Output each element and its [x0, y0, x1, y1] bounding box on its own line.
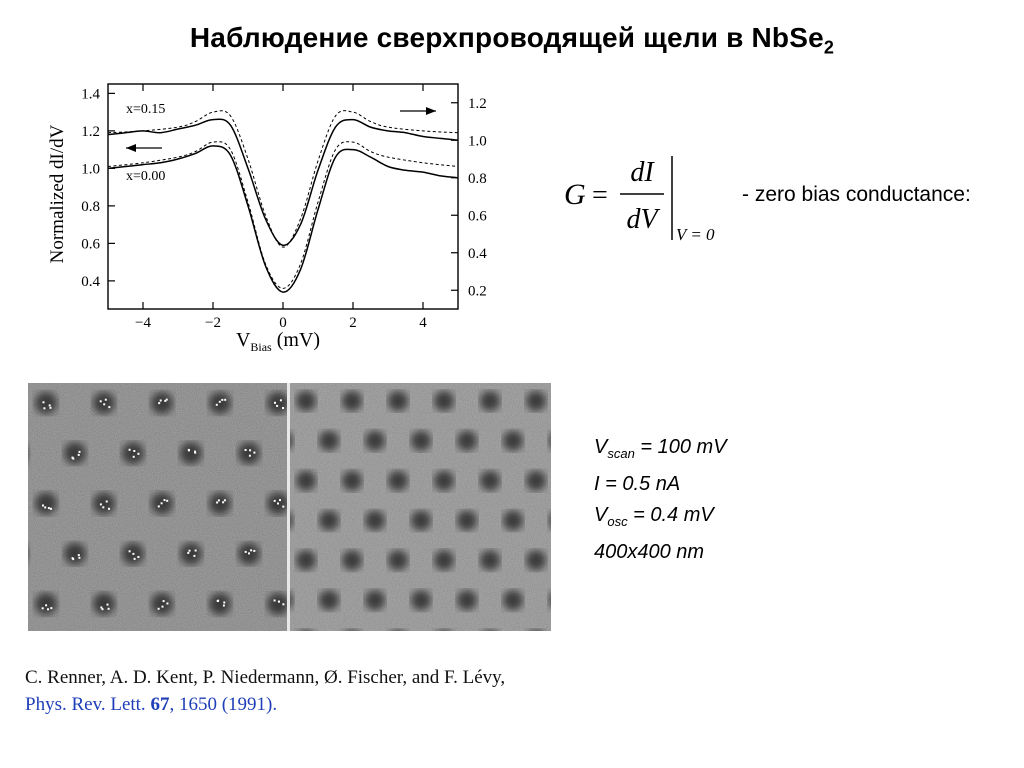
x-axis-label [236, 329, 320, 354]
stm-image-left [28, 383, 287, 631]
param-scan-size-value: 400x400 nm [594, 541, 705, 563]
formula-lhs: G [564, 178, 586, 211]
vortex-core [209, 493, 231, 515]
vortex-speck [282, 407, 284, 409]
vortex-speck [221, 399, 223, 401]
vortex-speck [103, 403, 105, 405]
plot-border [108, 84, 458, 309]
vortex-speck [216, 404, 218, 406]
vortex-core [388, 550, 408, 570]
vortex-core [64, 543, 86, 565]
vortex-speck [224, 499, 226, 501]
vortex-speck [48, 507, 50, 509]
vortex-speck [164, 499, 166, 501]
annotation-x000: x=0.00 [126, 169, 166, 184]
vortex-speck [218, 499, 220, 501]
vortex-speck [223, 605, 225, 607]
x-tick-label: 2 [349, 315, 357, 331]
vortex-core [480, 550, 500, 570]
vortex-core [296, 391, 316, 411]
vortex-speck [108, 508, 110, 510]
vortex-core [238, 442, 260, 464]
vortex-core [180, 543, 202, 565]
vortex-speck [195, 550, 197, 552]
vortex-core [93, 392, 115, 414]
vortex-core [365, 511, 385, 531]
vortex-speck [78, 454, 80, 456]
y-left-tick-label: 0.4 [81, 273, 100, 290]
vortex-speck [163, 600, 165, 602]
vortex-core [296, 550, 316, 570]
vortex-core [209, 392, 231, 414]
vortex-speck [134, 558, 136, 560]
vortex-speck [50, 508, 52, 510]
vortex-core [209, 593, 231, 615]
vortex-speck [100, 503, 102, 505]
y-right-tick-label: 0.8 [468, 170, 487, 187]
vortex-core [151, 392, 173, 414]
vortex-speck [223, 602, 225, 604]
vortex-core [319, 511, 339, 531]
y-left-tick-label: 1.2 [81, 123, 100, 140]
vortex-core [35, 593, 57, 615]
vortex-speck [249, 455, 251, 457]
reference-pages: , 1650 (1991). [169, 694, 278, 715]
y-left-tick-label: 0.6 [81, 236, 100, 253]
y-left-tick-label: 1.4 [81, 86, 100, 103]
vortex-core [342, 550, 362, 570]
vortex-core [411, 431, 431, 451]
y-right-tick-label: 1.0 [468, 133, 487, 150]
formula-equals: = [592, 180, 608, 211]
x-tick-label: −2 [205, 315, 221, 331]
vortex-speck [188, 449, 190, 451]
vortex-speck [100, 400, 102, 402]
y-right-tick-label: 1.2 [468, 95, 487, 112]
measurement-parameters [594, 432, 727, 568]
vortex-core [64, 442, 86, 464]
series-line-x-0-00 [108, 146, 458, 292]
vortex-speck [219, 401, 221, 403]
vortex-speck [105, 399, 107, 401]
zero-bias-formula [558, 152, 738, 244]
reference-citation [25, 664, 505, 718]
vortex-core [35, 392, 57, 414]
vortex-speck [217, 600, 219, 602]
vortex-speck [245, 551, 247, 553]
vortex-core [180, 442, 202, 464]
vortex-speck [276, 405, 278, 407]
vortex-speck [222, 501, 224, 503]
zero-bias-conductance-label: - zero bias conductance: [742, 183, 971, 206]
vortex-speck [249, 449, 251, 451]
vortex-core [526, 391, 546, 411]
vortex-speck [245, 449, 247, 451]
vortex-core [526, 471, 546, 491]
x-axis-label-main: V [235, 329, 251, 351]
arrow-right-head [426, 107, 436, 115]
vortex-speck [189, 550, 191, 552]
slide-title-subscript: 2 [823, 37, 835, 58]
formula-numerator: dI [630, 157, 654, 188]
y-right-tick-label: 0.2 [468, 283, 487, 300]
vortex-core [93, 593, 115, 615]
y-left-tick-label: 0.8 [81, 198, 100, 215]
vortex-speck [280, 399, 282, 401]
vortex-core [457, 511, 477, 531]
vortex-speck [108, 608, 110, 610]
vortex-speck [129, 449, 131, 451]
vortex-speck [164, 400, 166, 402]
vortex-core [388, 391, 408, 411]
vortex-speck [78, 557, 80, 559]
vortex-speck [79, 451, 81, 453]
vortex-core [434, 471, 454, 491]
vortex-core [122, 442, 144, 464]
vortex-speck [50, 607, 52, 609]
vortex-core [480, 471, 500, 491]
vortex-core [151, 593, 173, 615]
reference-authors: C. Renner, A. D. Kent, P. Niedermann, Ø. Fischer, and F. Lévy, [25, 667, 506, 688]
vortex-speck [158, 608, 160, 610]
vortex-core [342, 391, 362, 411]
x-tick-label: −4 [135, 315, 151, 331]
vortex-speck [107, 604, 109, 606]
vortex-speck [253, 452, 255, 454]
param-vosc-value: = 0.4 mV [627, 504, 714, 526]
vortex-core [503, 511, 523, 531]
param-current [594, 469, 727, 500]
series-line-x-0-00-fit [108, 142, 458, 289]
param-current-value: I = 0.5 nA [594, 473, 681, 495]
vortex-core [319, 431, 339, 451]
y-axis-label: Normalized dI/dV [47, 124, 68, 264]
x-axis-label-sub: Bias [250, 340, 272, 354]
vortex-speck [282, 506, 284, 508]
vortex-speck [187, 552, 189, 554]
vortex-speck [42, 505, 44, 507]
param-vscan [594, 432, 727, 469]
reference-journal-name: Phys. Rev. Lett. [25, 694, 151, 715]
vortex-speck [282, 603, 284, 605]
vortex-speck [193, 555, 195, 557]
vortex-speck [253, 550, 255, 552]
slide-title [0, 22, 1024, 59]
x-tick-label: 4 [419, 315, 427, 331]
y-right-tick-label: 0.4 [468, 245, 487, 262]
vortex-speck [133, 450, 135, 452]
plot-ticks [81, 84, 487, 331]
vortex-speck [274, 600, 276, 602]
stm-vortex-images [28, 383, 551, 631]
vortex-speck [216, 502, 218, 504]
vortex-speck [100, 607, 102, 609]
vortex-speck [279, 499, 281, 501]
conductance-chart [38, 76, 508, 358]
vortex-speck [158, 505, 160, 507]
formula-denominator: dV [626, 204, 658, 235]
plot-series [108, 111, 458, 293]
vortex-speck [50, 407, 52, 409]
vortex-speck [129, 550, 131, 552]
vortex-speck [166, 603, 168, 605]
vortex-core [319, 590, 339, 610]
vortex-speck [137, 556, 139, 558]
vortex-core [411, 590, 431, 610]
x-axis-label-unit: (mV) [276, 329, 321, 351]
vortex-core [296, 471, 316, 491]
vortex-core [503, 431, 523, 451]
vortex-speck [72, 457, 74, 459]
vortex-speck [49, 404, 51, 406]
vortex-core [365, 590, 385, 610]
vortex-speck [102, 506, 104, 508]
reference-journal [25, 691, 505, 718]
vortex-speck [194, 451, 196, 453]
vortex-speck [161, 502, 163, 504]
vortex-speck [274, 500, 276, 502]
vortex-speck [108, 406, 110, 408]
vortex-speck [158, 402, 160, 404]
vortex-core [434, 550, 454, 570]
param-scan-size [594, 537, 727, 568]
param-vscan-sub: scan [607, 446, 635, 461]
vortex-speck [166, 500, 168, 502]
vortex-speck [162, 606, 164, 608]
vortex-speck [277, 503, 279, 505]
vortex-core [411, 511, 431, 531]
vortex-core [526, 550, 546, 570]
vortex-core [503, 590, 523, 610]
vortex-speck [45, 604, 47, 606]
slide-title-text: Наблюдение сверхпроводящей щели в NbSe [189, 22, 824, 53]
param-vosc-sub: osc [607, 514, 628, 529]
vortex-core [388, 471, 408, 491]
param-vosc-base: V [594, 504, 608, 526]
annotation-x015: x=0.15 [126, 102, 166, 117]
vortex-speck [42, 607, 44, 609]
y-right-tick-label: 0.6 [468, 208, 487, 225]
vortex-speck [248, 552, 250, 554]
plot-frame [108, 84, 458, 309]
y-left-tick-label: 1.0 [81, 161, 100, 178]
vortex-core [35, 493, 57, 515]
vortex-core [434, 391, 454, 411]
vortex-speck [133, 456, 135, 458]
param-vscan-value: = 100 mV [634, 436, 727, 458]
reference-volume: 67 [150, 694, 170, 715]
vortex-speck [274, 402, 276, 404]
vortex-speck [43, 407, 45, 409]
stm-image-right [290, 383, 551, 631]
param-vosc [594, 500, 727, 537]
vortex-core [457, 431, 477, 451]
vortex-core [457, 590, 477, 610]
vortex-core [342, 471, 362, 491]
arrow-left-head [126, 144, 136, 152]
vortex-speck [137, 453, 139, 455]
formula-condition: V = 0 [676, 225, 715, 244]
vortex-speck [132, 553, 134, 555]
vortex-core [480, 391, 500, 411]
vortex-speck [106, 501, 108, 503]
vortex-speck [43, 401, 45, 403]
plot-annotations [126, 102, 436, 184]
vortex-speck [47, 608, 49, 610]
vortex-core [365, 431, 385, 451]
vortex-speck [278, 601, 280, 603]
vortex-speck [72, 558, 74, 560]
vortex-speck [78, 554, 80, 556]
vortex-speck [44, 506, 46, 508]
vortex-speck [250, 549, 252, 551]
param-vscan-base: V [594, 436, 608, 458]
x-tick-label: 0 [279, 315, 287, 331]
vortex-core [93, 493, 115, 515]
vortex-speck [160, 400, 162, 402]
vortex-speck [224, 399, 226, 401]
